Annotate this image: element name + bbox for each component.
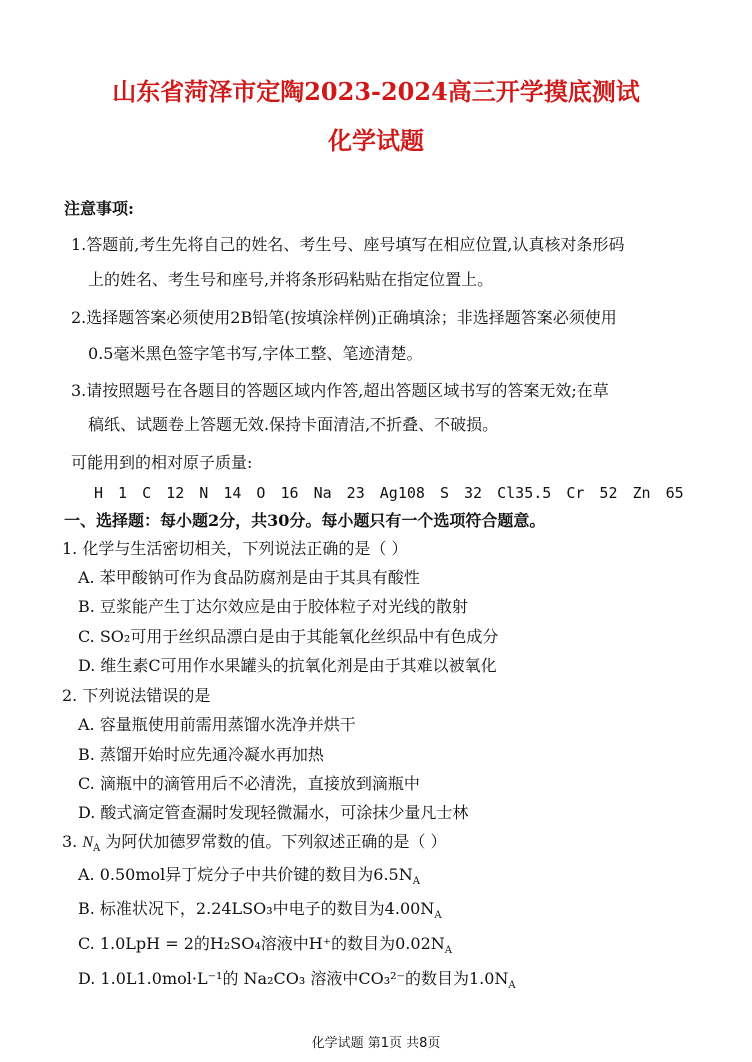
option-text: B. 标准状况下，2.24LSO₃中电子的数目为4.00N bbox=[78, 899, 435, 918]
question-option: B. 蒸馏开始时应先通冷凝水再加热 bbox=[78, 745, 324, 764]
option-subscript: A bbox=[508, 980, 516, 992]
option-text: D. 1.0L1.0mol·L⁻¹的 Na₂CO₃ 溶液中CO₃²⁻的数目为1.0N bbox=[78, 969, 509, 988]
page-footer: 化学试题 第1页 共8页 bbox=[311, 1036, 441, 1051]
question-option: D. 维生素C可用作水果罐头的抗氧化剂是由于其难以被氧化 bbox=[78, 656, 497, 675]
notice-line: 稿纸、试题卷上答题无效.保持卡面清洁,不折叠、不破损。 bbox=[88, 415, 499, 434]
question-option bbox=[78, 966, 516, 991]
option-subscript: A bbox=[434, 910, 442, 922]
question-text: 为阿伏加德罗常数的值。下列叙述正确的是（ ） bbox=[105, 832, 447, 851]
atomic-mass-label: 可能用到的相对原子质量: bbox=[71, 453, 253, 472]
option-text: A. 0.50mol异丁烷分子中共价键的数目为6.5N bbox=[78, 865, 413, 884]
notice-line: 1.答题前,考生先将自己的姓名、考生号、座号填写在相应位置,认真核对条形码 bbox=[71, 235, 625, 254]
section-heading: 一、选择题：每小题2分，共30分。每小题只有一个选项符合题意。 bbox=[64, 511, 546, 530]
document-subtitle: 化学试题 bbox=[328, 126, 424, 155]
question-option: A. 苯甲酸钠可作为食品防腐剂是由于其具有酸性 bbox=[78, 568, 420, 587]
notice-line: 3.请按照题号在各题目的答题区域内作答,超出答题区域书写的答案无效;在草 bbox=[71, 381, 609, 400]
notice-line: 上的姓名、考生号和座号,并将条形码粘贴在指定位置上。 bbox=[88, 270, 494, 289]
notice-line: 2.选择题答案必须使用2B铅笔(按填涂样例)正确填涂；非选择题答案必须使用 bbox=[71, 308, 617, 327]
notice-heading: 注意事项: bbox=[64, 199, 134, 218]
question-stem: 2. 下列说法错误的是 bbox=[62, 686, 211, 705]
question-number: 3. bbox=[62, 832, 78, 851]
atomic-mass-values: H 1 C 12 N 14 O 16 Na 23 Ag108 S 32 Cl35.5 Cr 52 Zn 65 bbox=[94, 484, 684, 502]
question-option bbox=[78, 931, 452, 956]
question-option: C. 滴瓶中的滴管用后不必清洗，直接放到滴瓶中 bbox=[78, 774, 420, 793]
question-option: A. 容量瓶使用前需用蒸馏水洗净并烘干 bbox=[78, 715, 356, 734]
option-subscript: A bbox=[412, 876, 420, 888]
question-option bbox=[78, 896, 442, 921]
question-stem: 1. 化学与生活密切相关，下列说法正确的是（ ） bbox=[62, 539, 408, 558]
avogadro-subscript: A bbox=[93, 843, 101, 855]
notice-line: 0.5毫米黑色签字笔书写,字体工整、笔迹清楚。 bbox=[88, 344, 423, 363]
avogadro-symbol: N bbox=[82, 834, 94, 851]
question-option: C. SO₂可用于丝织品漂白是由于其能氧化丝织品中有色成分 bbox=[78, 627, 499, 646]
option-subscript: A bbox=[444, 945, 452, 957]
question-stem bbox=[62, 829, 446, 854]
option-text: C. 1.0LpH = 2的H₂SO₄溶液中H⁺的数目为0.02N bbox=[78, 934, 445, 953]
document-title: 山东省菏泽市定陶2023-2024高三开学摸底测试 bbox=[112, 77, 640, 106]
question-option: B. 豆浆能产生丁达尔效应是由于胶体粒子对光线的散射 bbox=[78, 597, 468, 616]
question-option bbox=[78, 862, 420, 887]
question-option: D. 酸式滴定管查漏时发现轻微漏水，可涂抹少量凡士林 bbox=[78, 803, 469, 822]
